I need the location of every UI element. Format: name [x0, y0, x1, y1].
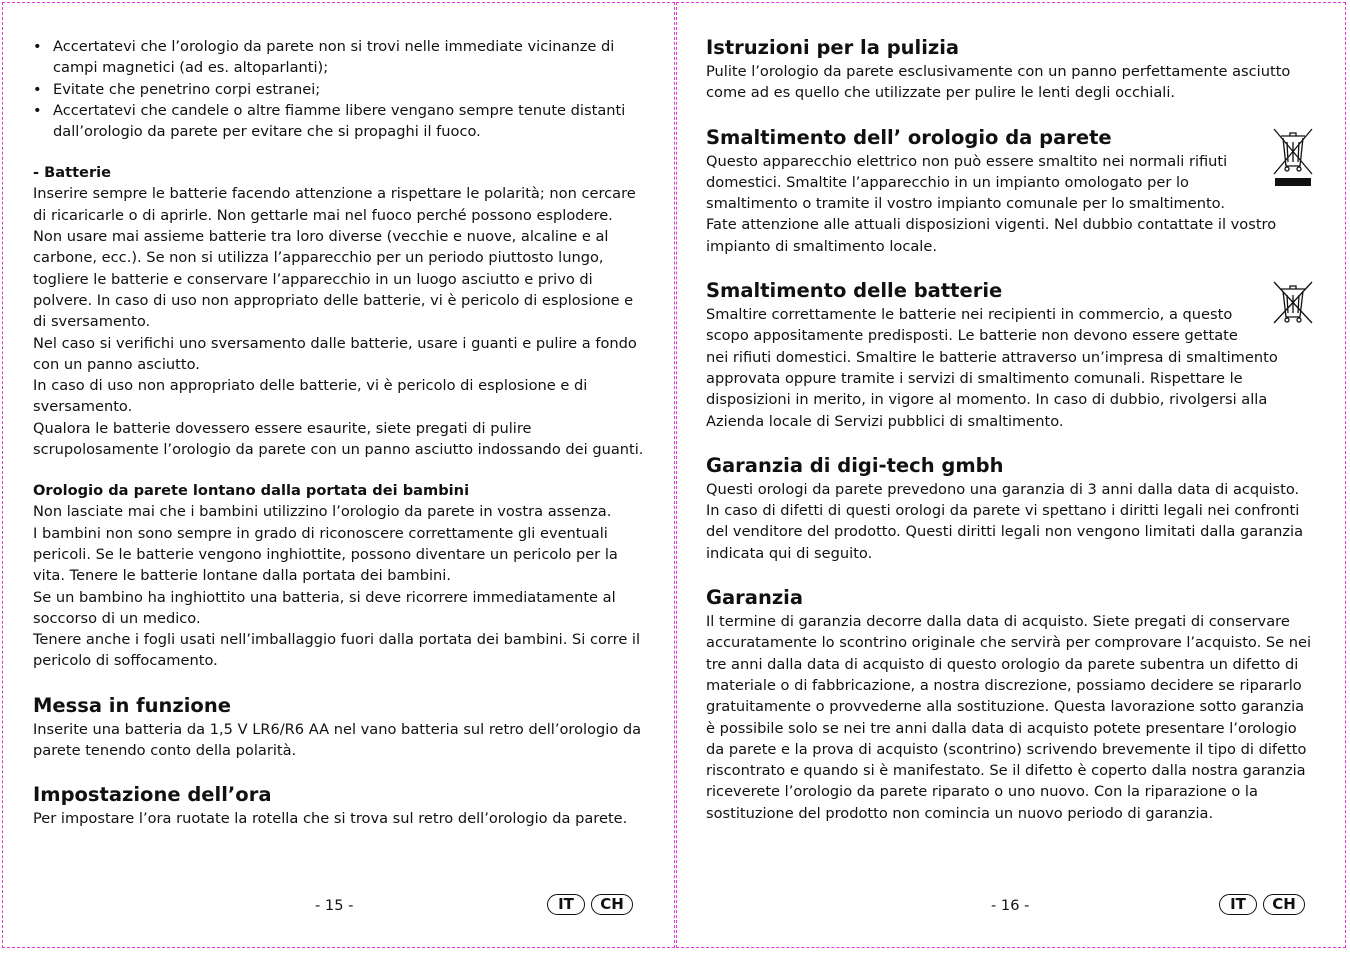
- smaltimento-batterie-heading-text: Smaltimento delle batterie: [706, 279, 1003, 303]
- bambini-paragraph: Tenere anche i fogli usati nell’imballaggio fuori dalla portata dei bambini. Si corre il pericolo di soffocamento.: [33, 631, 641, 670]
- bambini-paragraph: I bambini non sono sempre in grado di riconoscere correttamente gli eventuali pericoli. Se le batterie vengono inghiottite, possono diventare un pericolo per la vita. Tenere le batterie lontane dalla portata dei bambini.: [33, 524, 618, 585]
- batterie-paragraph: In caso di uso non appropriato delle batterie, vi è pericolo di esplosione e di sversamento.: [33, 377, 588, 416]
- impostazione-ora-heading: Impostazione dell’ora: [33, 783, 272, 807]
- batterie-paragraph: Qualora le batterie dovessero essere esaurite, siete pregati di pulire scrupolosamente l’orologio da parete con un panno asciutto indossando dei guanti.: [33, 419, 644, 459]
- left-page-content: [33, 36, 646, 830]
- smaltimento-batterie-heading: [706, 279, 1315, 303]
- messa-in-funzione-heading: Messa in funzione: [33, 693, 231, 717]
- crossed-bin-icon: [1271, 126, 1315, 194]
- smaltimento-batterie-text: Smaltire correttamente le batterie nei recipienti in commercio, a questo scopo appositamente predisposti. Le batterie non devono essere gettate nei rifiuti domestici. Smaltire le batterie attraverso un’impresa di smaltimento approvata oppure tramite i servizi di smaltimento comunali. Rispettare le disposizioni in merito, in vigore al momento. In caso di dubbio, rivolgersi alla Azienda locale di Servizi pubblici di smaltimento.: [706, 306, 1278, 430]
- bullet-item: • Accertatevi che candele o altre fiamme libere vengano sempre tenute distanti dall’orologio da parete per evitare che si propaghi il fuoco.: [33, 100, 646, 143]
- garanzia-digitech-heading: Garanzia di digi-tech gmbh: [706, 453, 1004, 477]
- crossed-bin-battery-icon: [1271, 279, 1315, 331]
- pulizia-text: Pulite l’orologio da parete esclusivamente con un panno perfettamente asciutto come ad es quello che utilizzate per pulire le lenti degli occhiali.: [706, 63, 1291, 102]
- right-page-footer: [677, 894, 1345, 918]
- smaltimento-orologio-text: Questo apparecchio elettrico non può essere smaltito nei normali rifiuti domestici. Smaltite l’apparecchio in un impianto omologato per lo smaltimento o tramite il vostro impianto comunale per lo smaltimento. Fate attenzione alle attuali disposizioni vigenti. Nel dubbio contattate il vostro impianto di smaltimento locale.: [706, 152, 1277, 255]
- left-page-footer: [3, 894, 674, 918]
- right-page-content: [706, 36, 1315, 824]
- safety-bullet-list: [33, 36, 646, 142]
- page-number: - 15 -: [315, 897, 354, 914]
- page-number: - 16 -: [991, 897, 1030, 914]
- bullet-item: • Accertatevi che l’orologio da parete non si trovi nelle immediate vicinanze di campi magnetici (ad es. altoparlanti);: [33, 36, 646, 79]
- right-page: [676, 2, 1346, 948]
- language-badge-ch: CH: [591, 894, 633, 915]
- impostazione-ora-text: Per impostare l’ora ruotate la rotella che si trova sul retro dell’orologio da parete.: [33, 810, 628, 828]
- bambini-paragraph: Se un bambino ha inghiottito una batteria, si deve ricorrere immediatamente al soccorso di un medico.: [33, 588, 616, 627]
- smaltimento-orologio-heading-text: Smaltimento dell’ orologio da parete: [706, 125, 1112, 149]
- batterie-paragraph: Nel caso si verifichi uno sversamento dalle batterie, usare i guanti e pulire a fondo con un panno asciutto.: [33, 334, 637, 373]
- garanzia-text: Il termine di garanzia decorre dalla data di acquisto. Siete pregati di conservare accuratamente lo scontrino originale che servirà per comprovare l’acquisto. Se nei tre anni dalla data di acquisto di questo orologio da parete subentra un difetto di materiale o di fabbricazione, a nostra discrezione, possiamo decidere se ripararlo gratuitamente o provvederne alla sostituzione. Questa lavorazione sotto garanzia è possibile solo se nei tre anni dalla data di acquisto potete presentare l’orologio da parete e la prova di acquisto (scontrino) scrivendo brevemente il tipo di difetto riscontrato e quando si è manifestato. Se il difetto è coperto dalla nostra garanzia riceverete l’orologio da parete riparato o uno nuovo. Con la riparazione o la sostituzione del prodotto non comincia un nuovo periodo di garanzia.: [706, 613, 1312, 822]
- language-badges: [547, 894, 639, 915]
- left-page: [2, 2, 675, 948]
- language-badge-it: IT: [1219, 894, 1257, 915]
- smaltimento-orologio-heading: [706, 126, 1315, 150]
- garanzia-heading: Garanzia: [706, 586, 804, 610]
- language-badge-it: IT: [547, 894, 585, 915]
- pulizia-heading: Istruzioni per la pulizia: [706, 36, 960, 59]
- messa-in-funzione-text: Inserite una batteria da 1,5 V LR6/R6 AA nel vano batteria sul retro dell’orologio da parete tenendo conto della polarità.: [33, 720, 642, 760]
- batterie-heading: - Batterie: [33, 164, 112, 182]
- batterie-paragraph: Inserire sempre le batterie facendo attenzione a rispettare le polarità; non cercare di ricaricarle o di aprirle. Non gettarle mai nel fuoco perché possono esplodere. Non usare mai assieme batterie tra loro diverse (vecchie e nuove, alcaline e al carbone, ecc.). Se non si utilizza l’apparecchio per un periodo piuttosto lungo, togliere le batterie e conservare l’apparecchio in un luogo asciutto e privo di polvere. In caso di uso non appropriato delle batterie, vi è pericolo di esplosione e di sversamento.: [33, 185, 636, 331]
- garanzia-digitech-text: Questi orologi da parete prevedono una garanzia di 3 anni dalla data di acquisto. In caso di difetti di questi orologi da parete vi spettano i diritti legali nei confronti del venditore del prodotto. Questi diritti legali non vengono limitati dalla garanzia indicata qui di seguito.: [706, 480, 1304, 562]
- language-badge-ch: CH: [1263, 894, 1305, 915]
- bambini-paragraph: Non lasciate mai che i bambini utilizzino l’orologio da parete in vostra assenza.: [33, 503, 612, 521]
- bambini-heading: Orologio da parete lontano dalla portata dei bambini: [33, 482, 470, 500]
- bullet-item: • Evitate che penetrino corpi estranei;: [33, 79, 646, 100]
- language-badges: [1219, 894, 1311, 915]
